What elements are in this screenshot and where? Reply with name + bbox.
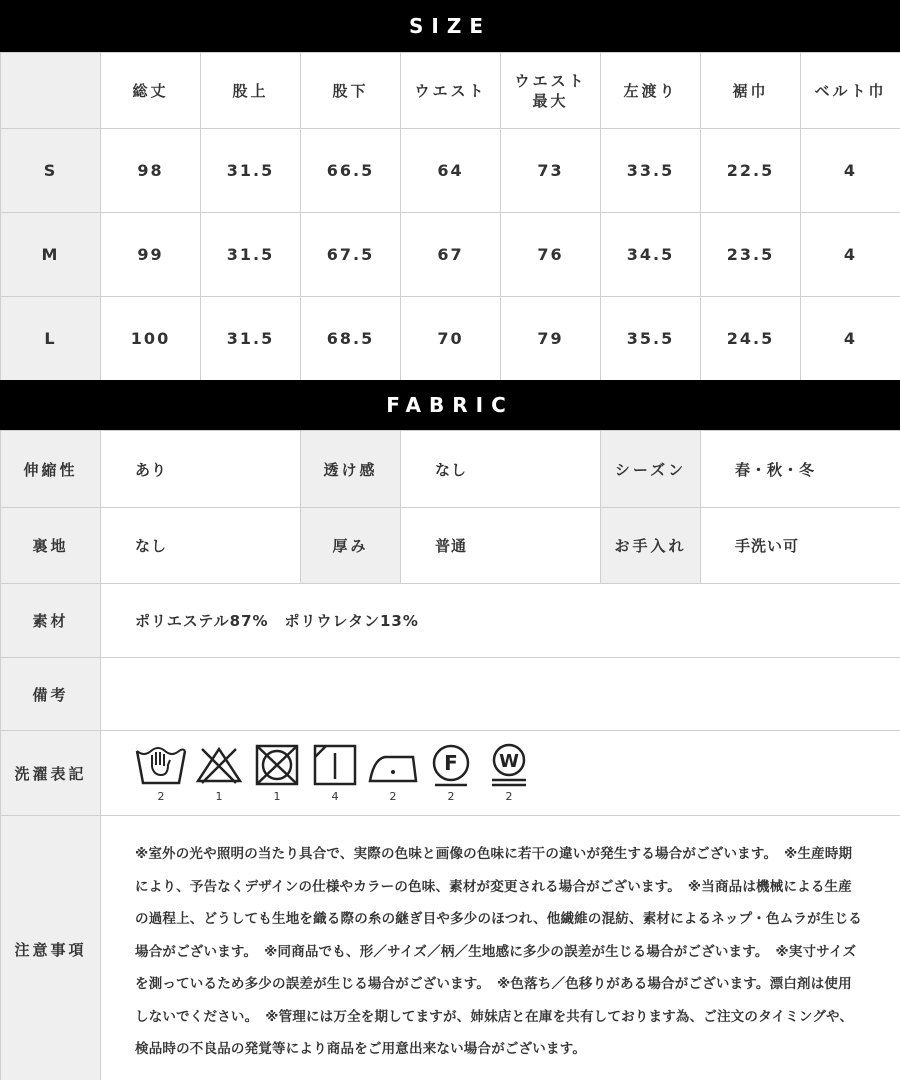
dry-clean-letter: F [444,751,458,775]
size-section-title: SIZE [0,0,900,52]
size-row-m [1,213,900,297]
header-waist-max [501,53,601,129]
size-value: 66.5 [301,129,401,213]
size-value: 73 [501,129,601,213]
iron-low-icon [366,743,420,787]
header-rise: 股上 [201,53,301,129]
lining-label: 裏地 [1,508,101,584]
season-value: 春・秋・冬 [701,431,900,508]
size-value: 67.5 [301,213,401,297]
thickness-value: 普通 [401,508,601,584]
thickness-label: 厚み [301,508,401,584]
size-value: 100 [101,297,201,381]
header-waist-max-line1: ウエスト [514,71,587,90]
line-dry-shade-number: 4 [331,790,339,803]
header-hem-width: 裾巾 [701,53,801,129]
line-dry-shade-icon [310,743,360,787]
size-value: 68.5 [301,297,401,381]
notes-cell [101,816,900,1080]
size-value: 4 [801,129,900,213]
material-row [1,584,900,658]
size-value: 23.5 [701,213,801,297]
header-waist: ウエスト [401,53,501,129]
size-label: L [1,297,101,381]
size-value: 76 [501,213,601,297]
sheer-value: なし [401,431,601,508]
no-tumble-dry-number: 1 [273,790,281,803]
size-table-corner [1,53,101,129]
stretch-value: あり [101,431,301,508]
notes-text: ※室外の光や照明の当たり具合で、実際の色味と画像の色味に若干の違いが発生する場合がございます。 ※生産時期により、予告なくデザインの仕様やカラーの色味、素材が変更される場合がございます。 ※当商品は機械による生産の過程上、どうしても生地を織る際の糸の継ぎ目や多少のほつれ、他繊維の混紡、素材によるネップ・色ムラが生じる場合がございます。 ※同商品でも、形／サイズ／柄／生地感に多少の誤差が生じる場合がございます。 ※実寸サイズを測っているため多少の誤差が生じる場合がございます。 ※色落ち／色移りがある場合がございます。漂白剤は使用しないでください。 ※管理には万全を期してますが、姉妹店と在庫を共有しております為、ご注文のタイミングや、検品時の不良品の発覚等により商品をご用意出来ない場合がございます。 [135,846,862,1057]
no-tumble-dry-icon [252,743,302,787]
fabric-table [0,430,900,1080]
size-label: M [1,213,101,297]
size-value: 22.5 [701,129,801,213]
iron-low-symbol [367,743,419,803]
no-bleach-number: 1 [215,790,223,803]
size-value: 35.5 [601,297,701,381]
size-value: 31.5 [201,297,301,381]
notes-label: 注意事項 [1,816,101,1080]
size-row-l [1,297,900,381]
header-belt-width: ベルト巾 [801,53,900,129]
wash-row [1,731,900,816]
remarks-value [101,658,900,731]
header-total-length: 総丈 [101,53,201,129]
size-value: 4 [801,297,900,381]
care-label: お手入れ [601,508,701,584]
wet-clean-w-symbol [483,743,535,803]
iron-low-number: 2 [389,790,397,803]
no-bleach-symbol [193,743,245,803]
size-value: 31.5 [201,213,301,297]
no-tumble-dry-symbol [251,743,303,803]
material-label: 素材 [1,584,101,658]
sheer-label: 透け感 [301,431,401,508]
season-label: シーズン [601,431,701,508]
size-value: 99 [101,213,201,297]
dry-clean-f-symbol [425,743,477,803]
size-value: 33.5 [601,129,701,213]
no-bleach-icon [194,743,244,787]
hand-wash-icon [134,743,188,787]
size-value: 98 [101,129,201,213]
remarks-row [1,658,900,731]
dry-clean-f-icon [429,743,473,787]
care-value: 手洗い可 [701,508,900,584]
header-waist-max-line2: 最大 [532,91,569,110]
size-value: 70 [401,297,501,381]
size-value: 24.5 [701,297,801,381]
wet-clean-w-icon [487,743,531,787]
fabric-row-2 [1,508,900,584]
wash-symbols [101,743,900,803]
size-label: S [1,129,101,213]
hand-wash-number: 2 [157,790,165,803]
fabric-row-1 [1,431,900,508]
dry-clean-number: 2 [447,790,455,803]
wash-label: 洗濯表記 [1,731,101,816]
stretch-label: 伸縮性 [1,431,101,508]
size-value: 4 [801,213,900,297]
header-inseam: 股下 [301,53,401,129]
remarks-label: 備考 [1,658,101,731]
line-dry-shade-symbol [309,743,361,803]
wet-clean-letter: W [499,751,519,772]
size-row-s [1,129,900,213]
hand-wash-symbol [135,743,187,803]
size-table-header-row [1,53,900,129]
size-value: 31.5 [201,129,301,213]
material-value: ポリエステル87% ポリウレタン13% [101,584,900,658]
size-value: 64 [401,129,501,213]
size-table [0,52,900,381]
fabric-section-title: FABRIC [0,380,900,430]
size-value: 79 [501,297,601,381]
header-thigh: 左渡り [601,53,701,129]
wet-clean-number: 2 [505,790,513,803]
size-value: 67 [401,213,501,297]
wash-symbols-cell [101,731,900,816]
lining-value: なし [101,508,301,584]
notes-row [1,816,900,1080]
size-value: 34.5 [601,213,701,297]
